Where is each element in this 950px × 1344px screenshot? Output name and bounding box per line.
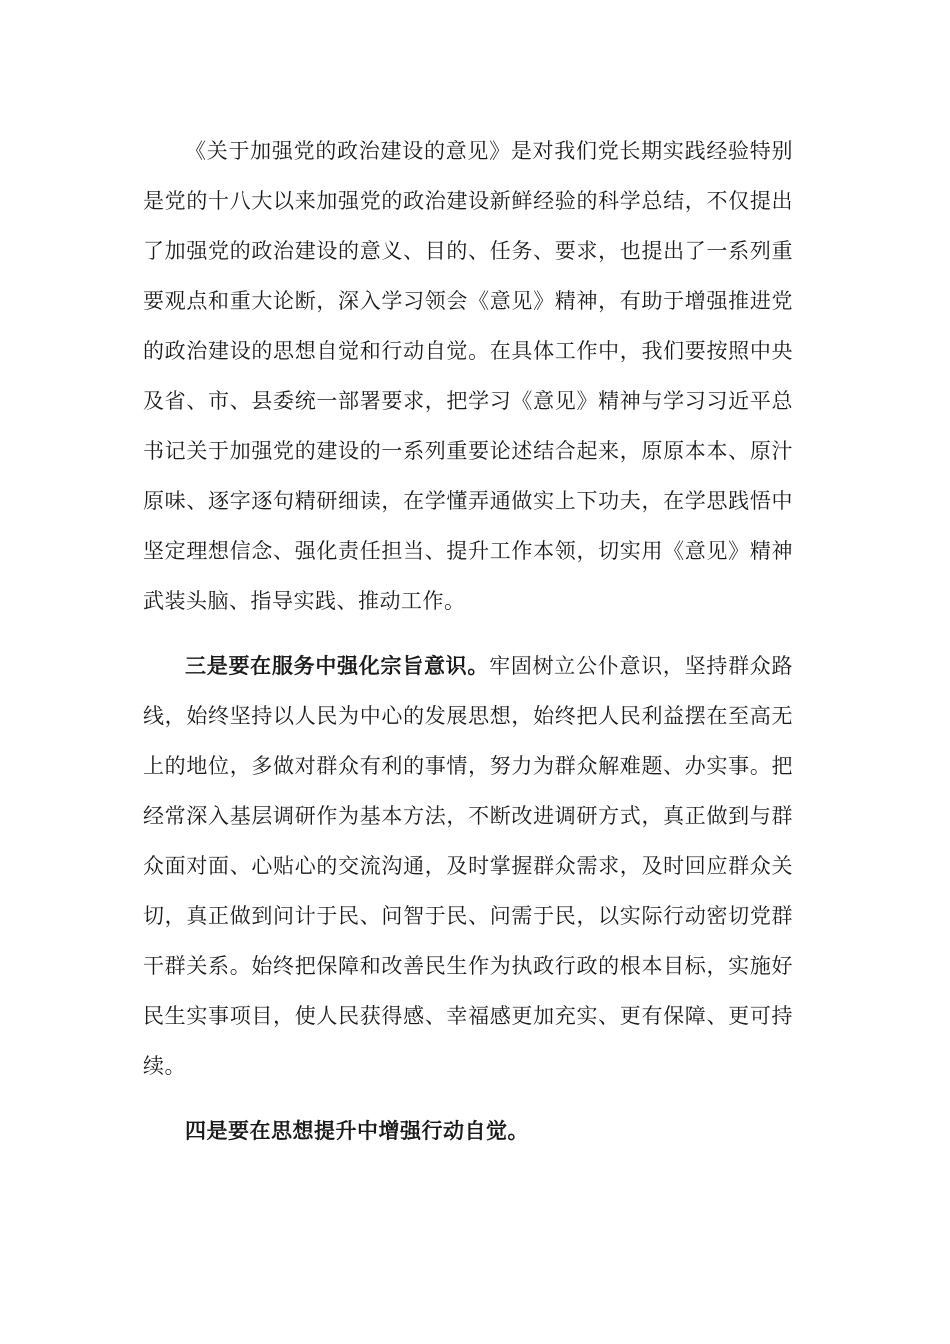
paragraph-service-purpose: [143, 641, 793, 1091]
paragraph-text: 《关于加强党的政治建设的意见》是对我们党长期实践经验特别是党的十八大以来加强党的政治建设新鲜经验的科学总结，不仅提出了加强党的政治建设的意义、目的、任务、要求，也提出了一系列重要观点和重大论断，深入学习领会《意见》精神，有助于增强推进党的政治建设的思想自觉和行动自觉。在具体工作中，我们要按照中央及省、市、县委统一部署要求，把学习《意见》精神与学习习近平总书记关于加强党的建设的一系列重要论述结合起来，原原本本、原汁原味、逐字逐句精研细读，在学懂弄通做实上下功夫，在学思践悟中坚定理想信念、强化责任担当、提升工作本领，切实用《意见》精神武装头脑、指导实践、推动工作。: [143, 139, 793, 613]
paragraph-lead: 四是要在思想提升中增强行动自觉。: [185, 1119, 529, 1143]
paragraph-text: 牢固树立公仆意识，坚持群众路线，始终坚持以人民为中心的发展思想，始终把人民利益摆在至高无上的地位，多做对群众有利的事情，努力为群众解难题、办实事。把经常深入基层调研作为基本方法，不断改进调研方式，真正做到与群众面对面、心贴心的交流沟通，及时掌握群众需求，及时回应群众关切，真正做到问计于民、问智于民、问需于民，以实际行动密切党群干群关系。始终把保障和改善民生作为执政行政的根本目标，实施好民生实事项目，使人民获得感、幸福感更加充实、更有保障、更可持续。: [143, 654, 794, 1078]
document-body: [143, 126, 793, 1156]
paragraph-study-opinion: [143, 126, 793, 626]
paragraph-lead: 三是要在服务中强化宗旨意识。: [185, 654, 490, 678]
paragraph-action-awareness: [143, 1106, 793, 1156]
